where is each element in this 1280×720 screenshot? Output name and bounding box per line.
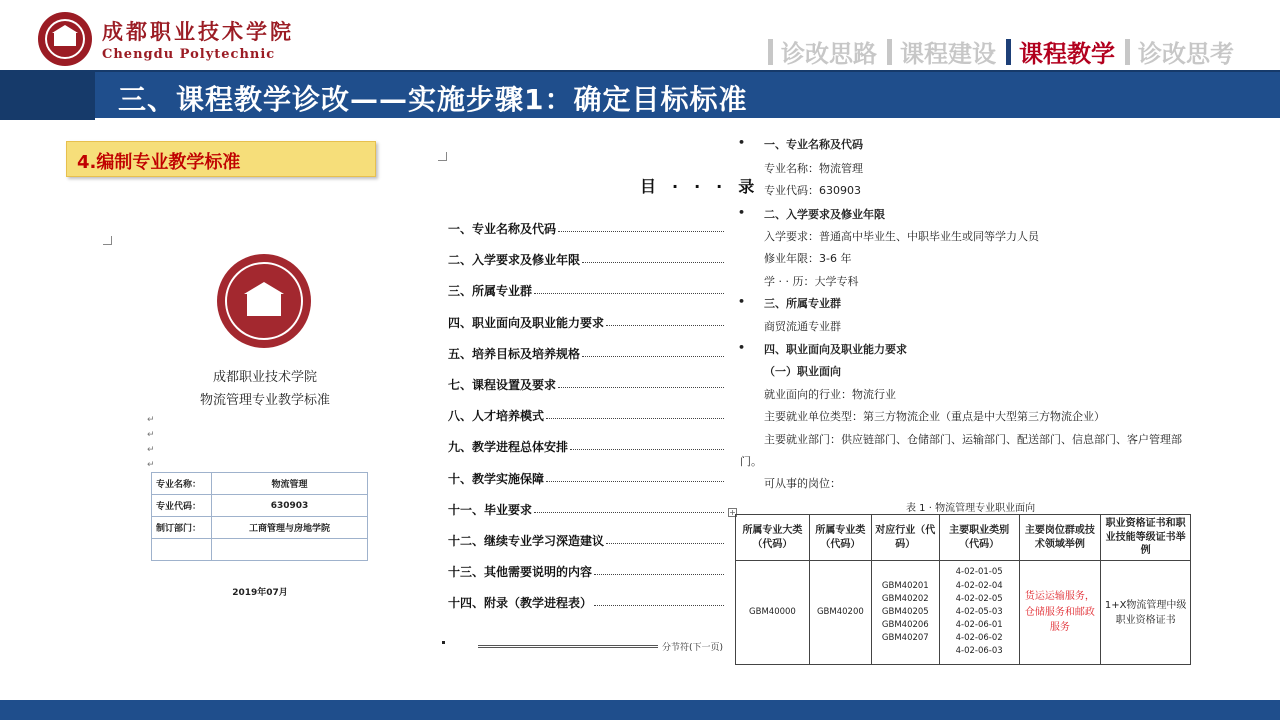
table-row bbox=[152, 473, 368, 495]
industry-code: GBM40201 bbox=[881, 580, 929, 591]
nav-item-reflection[interactable] bbox=[1125, 34, 1234, 69]
toc-label: 七、课程设置及要求 bbox=[448, 377, 557, 392]
table-header-row bbox=[736, 515, 1191, 561]
toc-item[interactable] bbox=[448, 376, 724, 407]
page-corner-mark bbox=[103, 236, 112, 245]
column-header: 主要职业类别（代码） bbox=[939, 515, 1019, 561]
occupation-code: 4-02-06-01 bbox=[955, 620, 1003, 631]
positions-label: 可从事的岗位： bbox=[764, 477, 841, 490]
heading-career: • 四、职业面向及职业能力要求 bbox=[764, 341, 907, 357]
toc-item[interactable] bbox=[448, 407, 724, 438]
industry-code: GBM40207 bbox=[881, 633, 929, 644]
cell-major-category: GBM40000 bbox=[736, 561, 810, 665]
toc-title: 目 · · · 录 bbox=[640, 177, 755, 196]
industry: 就业面向的行业：物流行业 bbox=[764, 388, 896, 401]
toc-label: 十四、附录（教学进程表） bbox=[448, 596, 593, 611]
toc-label: 四、职业面向及职业能力要求 bbox=[448, 315, 605, 330]
logo-en-text: Chengdu Polytechnic bbox=[102, 47, 276, 62]
occupation-code: 4-02-02-05 bbox=[955, 593, 1003, 604]
footer-bar bbox=[0, 700, 1280, 720]
cover-seal-icon bbox=[217, 254, 311, 348]
cover-doc-title: 物流管理专业教学标准 bbox=[199, 393, 330, 408]
toc-label: 九、教学进程总体安排 bbox=[448, 440, 569, 455]
occupation-code: 4-02-06-02 bbox=[955, 633, 1003, 644]
toc-item[interactable] bbox=[448, 532, 724, 563]
paragraph-mark: ↵ bbox=[147, 460, 155, 470]
nav-label: 诊改思路 bbox=[781, 40, 877, 68]
toc-item[interactable] bbox=[448, 345, 724, 376]
occupation-code: 4-02-02-04 bbox=[955, 580, 1003, 591]
toc-item[interactable] bbox=[448, 282, 724, 313]
study-duration: 修业年限：3-6 年 bbox=[764, 252, 852, 265]
school-seal-icon bbox=[38, 12, 92, 66]
toc-item[interactable] bbox=[448, 438, 724, 469]
nav-item-ideas[interactable] bbox=[768, 34, 877, 69]
table-caption: 表 1 · 物流管理专业职业面向 bbox=[906, 503, 1036, 514]
table-row bbox=[152, 495, 368, 517]
cell-major-class: GBM40200 bbox=[809, 561, 871, 665]
occupation-code: 4-02-06-03 bbox=[955, 646, 1003, 657]
cell-positions: 货运运输服务，仓储服务和邮政服务 bbox=[1019, 561, 1101, 665]
cover-info-table bbox=[151, 472, 368, 561]
toc-label: 十、教学实施保障 bbox=[448, 471, 545, 486]
toc-label: 三、所属专业群 bbox=[448, 284, 533, 299]
paragraph-mark: ↵ bbox=[147, 430, 155, 440]
departments-cont: 门。 bbox=[740, 455, 762, 468]
toc-list bbox=[448, 220, 724, 625]
bullet-dot bbox=[442, 641, 445, 644]
paragraph-mark: ↵ bbox=[147, 445, 155, 455]
toc-label: 十三、其他需要说明的内容 bbox=[448, 565, 593, 580]
section-nav bbox=[758, 34, 1234, 69]
column-header: 所属专业大类（代码） bbox=[736, 515, 810, 561]
cover-school-name: 成都职业技术学院 bbox=[212, 370, 317, 385]
nav-item-course-building[interactable] bbox=[887, 34, 996, 69]
heading-name-code: • 一、专业名称及代码 bbox=[764, 136, 863, 152]
nav-label: 课程建设 bbox=[900, 40, 996, 68]
toc-item[interactable] bbox=[448, 563, 724, 594]
column-header: 主要岗位群或技术领域举例 bbox=[1019, 515, 1101, 561]
column-header: 所属专业类（代码） bbox=[809, 515, 871, 561]
section-label: 4.编制专业教学标准 bbox=[66, 141, 376, 177]
school-logo bbox=[38, 12, 294, 66]
toc-item[interactable] bbox=[448, 501, 724, 532]
section-break-label: 分节符(下一页) bbox=[662, 643, 724, 653]
table-value: 630903 bbox=[212, 495, 368, 517]
toc-item[interactable] bbox=[448, 470, 724, 501]
nav-label: 诊改思考 bbox=[1138, 40, 1234, 68]
table-key bbox=[152, 539, 212, 561]
major-code: 专业代码：630903 bbox=[764, 184, 861, 197]
table-move-handle-icon[interactable]: + bbox=[729, 508, 736, 517]
cell-occupations bbox=[939, 561, 1019, 665]
cover-date: 2019年07月 bbox=[232, 588, 288, 598]
occupation-code: 4-02-01-05 bbox=[955, 567, 1003, 578]
toc-item[interactable] bbox=[448, 314, 724, 345]
page-title: 三、课程教学诊改——实施步骤1：确定目标标准 bbox=[118, 83, 748, 116]
table-key: 制订部门： bbox=[152, 517, 212, 539]
major-group: 商贸流通专业群 bbox=[764, 320, 841, 333]
table-value bbox=[212, 539, 368, 561]
industry-code: GBM40205 bbox=[881, 606, 929, 617]
toc-label: 五、培养目标及培养规格 bbox=[448, 346, 581, 361]
table-value: 物流管理 bbox=[212, 473, 368, 495]
table-value: 工商管理与房地学院 bbox=[212, 517, 368, 539]
logo-cn-text: 成都职业技术学院 bbox=[102, 19, 294, 44]
section-break bbox=[478, 640, 723, 653]
toc-item[interactable] bbox=[448, 220, 724, 251]
toc-label: 八、人才培养模式 bbox=[448, 409, 545, 424]
table-row bbox=[152, 539, 368, 561]
major-name: 专业名称：物流管理 bbox=[764, 162, 863, 175]
column-header: 对应行业（代码） bbox=[871, 515, 939, 561]
toc-label: 十二、继续专业学习深造建议 bbox=[448, 533, 605, 548]
nav-label: 课程教学 bbox=[1019, 40, 1115, 68]
toc-label: 二、入学要求及修业年限 bbox=[448, 253, 581, 268]
departments: 主要就业部门：供应链部门、仓储部门、运输部门、配送部门、信息部门、客户管理部 bbox=[764, 433, 1182, 446]
heading-admission: • 二、入学要求及修业年限 bbox=[764, 206, 885, 222]
table-key: 专业名称： bbox=[152, 473, 212, 495]
toc-label: 十一、毕业要求 bbox=[448, 502, 533, 517]
column-header: 职业资格证书和职业技能等级证书举例 bbox=[1101, 515, 1191, 561]
toc-item[interactable] bbox=[448, 594, 724, 625]
title-bar bbox=[0, 70, 1280, 118]
table-key: 专业代码： bbox=[152, 495, 212, 517]
heading-group: • 三、所属专业群 bbox=[764, 295, 841, 311]
subheading-career: （一）职业面向 bbox=[764, 365, 841, 378]
page-corner-mark bbox=[438, 152, 447, 161]
industry-code: GBM40202 bbox=[881, 593, 929, 604]
unit-type: 主要就业单位类型：第三方物流企业（重点是中大型第三方物流企业） bbox=[764, 410, 1105, 423]
table-row bbox=[736, 561, 1191, 665]
paragraph-mark: ↵ bbox=[147, 415, 155, 425]
degree: 学 · · 历：大学专科 bbox=[764, 275, 859, 288]
career-table bbox=[735, 514, 1191, 665]
occupation-code: 4-02-05-03 bbox=[955, 606, 1003, 617]
nav-item-course-teaching[interactable] bbox=[1006, 34, 1115, 69]
cell-certificate: 1+X物流管理中级职业资格证书 bbox=[1101, 561, 1191, 665]
industry-code: GBM40206 bbox=[881, 620, 929, 631]
toc-label: 一、专业名称及代码 bbox=[448, 222, 557, 236]
toc-item[interactable] bbox=[448, 251, 724, 282]
admission-requirement: 入学要求：普通高中毕业生、中职毕业生或同等学力人员 bbox=[764, 230, 1039, 243]
table-row bbox=[152, 517, 368, 539]
cell-industries bbox=[871, 561, 939, 665]
